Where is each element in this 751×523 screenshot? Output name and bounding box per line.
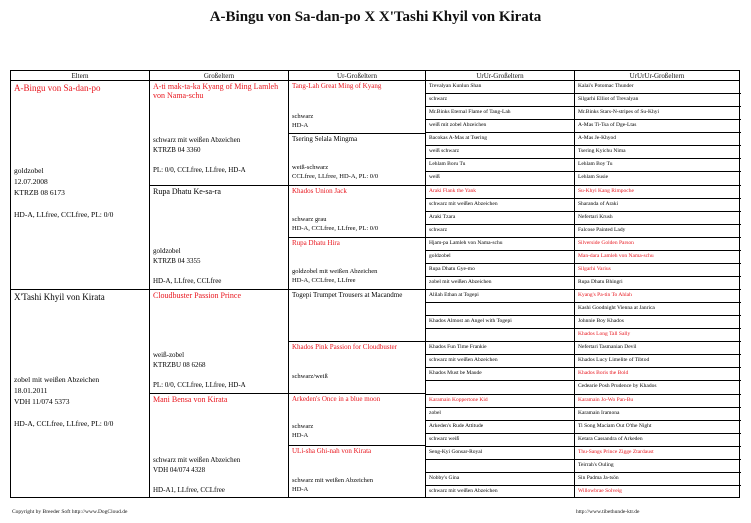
ururur-grosseltern-text: Kalai's Potomac Thunder (578, 83, 634, 89)
ururur-grosseltern-text: Falcose Painted Lady (578, 226, 626, 233)
ururur-grosseltern-text: Khados Long Tall Sally (578, 331, 631, 338)
great-grandparent-name: Tang-Lah Great Ming of Kyang (292, 82, 382, 90)
grandparent-name: Rupa Dhatu Ke-sa-ra (153, 187, 221, 196)
ururur-grosseltern-text: Silverside Golden Parson (578, 239, 634, 246)
grandparent-cell (150, 186, 288, 290)
great-grandparent-cell (289, 342, 425, 394)
parent-info (14, 407, 147, 418)
urur-grosseltern-cell (426, 447, 574, 460)
great-grandparent-info: goldzobel mit weißen Abzeichen (292, 268, 378, 275)
grandparent-info: weiß-zobel (153, 351, 185, 359)
grandparent-info: goldzobel (153, 247, 181, 255)
ururur-grosseltern-cell (575, 212, 741, 225)
urur-grosseltern-text: weiß mit zobel Abzeichen (429, 122, 487, 129)
ururur-grosseltern-cell (575, 277, 741, 290)
ururur-grosseltern-cell (575, 172, 741, 185)
urur-grosseltern-cell (426, 172, 574, 185)
footer-website: http://www.tibethunde-ktr.de (576, 509, 640, 515)
urur-grosseltern-cell (426, 251, 574, 264)
urur-grosseltern-cell (426, 368, 574, 381)
ururur-grosseltern-cell (575, 316, 741, 329)
ururur-grosseltern-cell (575, 146, 741, 159)
urur-grosseltern-text: zobel mit weißen Abzeichen (429, 278, 492, 285)
urur-grosseltern-text: Arkeden's Rude Attitude (429, 422, 484, 429)
column-urur-grosseltern (426, 81, 575, 497)
great-grandparent-name: Arkeden's Once in a blue moon (292, 395, 381, 403)
great-grandparent-name: Khados Pink Passion for Cloudbuster (292, 343, 397, 351)
ururur-grosseltern-text: Nefertari Tasmanian Devil (578, 344, 637, 351)
urur-grosseltern-text: Bacokas A-Mas at Tsering (429, 135, 488, 142)
ururur-grosseltern-cell (575, 264, 741, 277)
ururur-grosseltern-cell (575, 342, 741, 355)
ururur-grosseltern-text: Kyang's Pa-tin To Ahlah (578, 292, 632, 298)
ururur-grosseltern-cell (575, 133, 741, 146)
ururur-grosseltern-cell (575, 355, 741, 368)
urur-grosseltern-cell (426, 408, 574, 421)
page-title: A-Bingu von Sa-dan-po X X'Tashi Khyil von Kirata (209, 9, 542, 25)
urur-grosseltern-cell (426, 421, 574, 434)
urur-grosseltern-cell (426, 225, 574, 238)
ururur-grosseltern-cell (575, 303, 741, 316)
urur-grosseltern-cell (426, 316, 574, 329)
grandparent-info (153, 475, 286, 485)
ururur-grosseltern-text: Sin Padma Ja-tsön (578, 474, 619, 481)
great-grandparent-name: Rupa Dhatu Hira (292, 239, 340, 247)
parent-info: HD-A, CCLfree, LLfree, PL: 0/0 (14, 419, 114, 428)
ururur-grosseltern-text: Mr.Binks Stars-N-stripes of Su-Khyi (578, 109, 659, 116)
urur-grosseltern-cell (426, 486, 574, 499)
grandparent-info: VDH 04/074 4328 (153, 466, 206, 474)
ururur-grosseltern-cell (575, 460, 741, 473)
header-ururur-grosseltern: UrUrUr-Großeltern (575, 71, 739, 81)
parent-info: VDH 11/074 5373 (14, 397, 70, 406)
great-grandparent-info: schwarz grau (292, 216, 327, 223)
ururur-grosseltern-cell (575, 290, 741, 303)
grandparent-info: HD-A, LLfree, CCLfree (153, 277, 222, 285)
ururur-grosseltern-text: Khados Boris the Bold (578, 370, 629, 377)
ururur-grosseltern-cell (575, 186, 741, 199)
urur-grosseltern-cell (426, 133, 574, 146)
urur-grosseltern-cell (426, 460, 574, 473)
great-grandparent-info: HD-A (292, 122, 309, 129)
urur-grosseltern-text: goldzobel (429, 252, 451, 259)
ururur-grosseltern-cell (575, 107, 741, 120)
urur-grosseltern-cell (426, 238, 574, 251)
ururur-grosseltern-text: Lehlam Boy Tu (578, 161, 613, 168)
grandparent-info: schwarz mit weißen Abzeichen (153, 136, 241, 144)
ururur-grosseltern-cell (575, 199, 741, 212)
parent-info: zobel mit weißen Abzeichen (14, 375, 100, 384)
column-eltern (11, 81, 150, 497)
great-grandparent-name: Tsering Selala Mingma (292, 135, 358, 143)
urur-grosseltern-text: weiß schwarz (429, 148, 460, 155)
great-grandparent-cell (289, 290, 425, 342)
pedigree-table (10, 70, 740, 498)
urur-grosseltern-text: Rupa Dhatu Gye-mo (429, 265, 475, 272)
ururur-grosseltern-text: Karamain Iramona (578, 409, 620, 416)
great-grandparent-name: Togepi Trumpet Trousers at Macandme (292, 291, 403, 299)
ururur-grosseltern-cell (575, 94, 741, 107)
great-grandparent-info: schwarz/weiß (292, 373, 328, 380)
urur-grosseltern-text: Trevalyan Kunlun Shan (429, 83, 482, 89)
header-ur-grosseltern: Ur-Großeltern (289, 71, 426, 81)
urur-grosseltern-text: schwarz (429, 226, 448, 233)
urur-grosseltern-cell (426, 159, 574, 172)
ururur-grosseltern-text: A-Mas Je-Khyod (578, 135, 617, 142)
urur-grosseltern-cell (426, 381, 574, 394)
urur-grosseltern-text: Araki Tzara (429, 213, 456, 220)
great-grandparent-cell (289, 134, 425, 186)
great-grandparent-info: CCLfree, LLfree, HD-A, PL: 0/0 (292, 173, 379, 180)
urur-grosseltern-cell (426, 434, 574, 447)
grandparent-info: schwarz mit weißen Abzeichen (153, 456, 241, 464)
grandparent-name: Mani Bensa von Kirata (153, 395, 228, 404)
urur-grosseltern-cell (426, 264, 574, 277)
urur-grosseltern-cell (426, 329, 574, 342)
urur-grosseltern-text: weiß (429, 174, 440, 181)
urur-grosseltern-cell (426, 212, 574, 225)
great-grandparent-info: HD-A, CCLfree, LLfree (292, 277, 356, 284)
ururur-grosseltern-cell (575, 329, 741, 342)
urur-grosseltern-cell (426, 290, 574, 303)
ururur-grosseltern-text: Teirrah's Ouling (578, 461, 614, 468)
great-grandparent-name: Khados Union Jack (292, 187, 347, 195)
footer-copyright: Copyright by Breeder Soft http://www.DogCloud.de (12, 509, 128, 515)
urur-grosseltern-cell (426, 94, 574, 107)
ururur-grosseltern-cell (575, 120, 741, 133)
urur-grosseltern-text: schwarz mit weißen Abzeichen (429, 200, 498, 207)
urur-grosseltern-cell (426, 186, 574, 199)
ururur-grosseltern-text: Silgarhi Elliot of Trevalyan (578, 96, 639, 103)
ururur-grosseltern-text: Cedearie Posh Prudence by Khados (578, 383, 657, 390)
urur-grosseltern-text: Seng-Kyi Gonsar-Royal (429, 448, 483, 455)
ururur-grosseltern-text: Johnnie Boy Khados (578, 318, 624, 325)
grandparent-info: KTRZB 04 3355 (153, 257, 201, 265)
urur-grosseltern-text: Hjam-pa Lamleh von Nama-schu (429, 239, 503, 246)
ururur-grosseltern-cell (575, 434, 741, 447)
urur-grosseltern-cell (426, 303, 574, 316)
column-grosseltern (150, 81, 289, 497)
great-grandparent-info: HD-A (292, 432, 309, 439)
urur-grosseltern-text: zobel (429, 409, 441, 416)
ururur-grosseltern-cell (575, 81, 741, 94)
ururur-grosseltern-cell (575, 473, 741, 486)
ururur-grosseltern-cell (575, 486, 741, 499)
great-grandparent-cell (289, 238, 425, 290)
ururur-grosseltern-text: Silgarhi Varius (578, 265, 611, 272)
urur-grosseltern-cell (426, 81, 574, 94)
grandparent-info: HD-A1, LLfree, CCLfree (153, 486, 225, 494)
urur-grosseltern-cell (426, 199, 574, 212)
urur-grosseltern-text: schwarz mit weißen Abzeichen (429, 357, 498, 364)
urur-grosseltern-text: Lehlam Boru Tu (429, 161, 466, 168)
ururur-grosseltern-cell (575, 368, 741, 381)
parent-info: goldzobel (14, 166, 44, 175)
ururur-grosseltern-cell (575, 421, 741, 434)
parent-name: A-Bingu von Sa-dan-po (14, 83, 101, 93)
ururur-grosseltern-text: Kashi Goodnight Vienna at Janrica (578, 305, 655, 312)
ururur-grosseltern-text: Karamain Jo-Wo Pan-Bu (578, 396, 634, 403)
urur-grosseltern-cell (426, 120, 574, 133)
ururur-grosseltern-text: Thu-Sangs Prince Zigge Ztardaust (578, 448, 654, 455)
urur-grosseltern-text: Mr.Binks Eternal Flame of Tang-Lah (429, 109, 511, 116)
great-grandparent-cell (289, 81, 425, 134)
parent-cell (11, 81, 149, 290)
great-grandparent-cell (289, 394, 425, 446)
ururur-grosseltern-cell (575, 395, 741, 408)
grandparent-info: PL: 0/0, CCLfree, LLfree, HD-A (153, 381, 246, 389)
ururur-grosseltern-text: Ti Song Maciam Out O'the Night (578, 422, 652, 429)
ururur-grosseltern-text: Willowbrae Solveig (578, 487, 622, 494)
great-grandparent-cell (289, 186, 425, 238)
column-ur-grosseltern (289, 81, 426, 497)
grandparent-cell (150, 81, 288, 186)
great-grandparent-info: schwarz (292, 113, 314, 120)
parent-info: 12.07.2008 (14, 177, 48, 186)
ururur-grosseltern-text: Ketara Cassandra of Arkeden (578, 435, 643, 442)
great-grandparent-name: ULi-sha Ghi-nah von Kirata (292, 447, 372, 455)
ururur-grosseltern-text: Nefertari Krush (578, 213, 613, 220)
urur-grosseltern-text: Khados Fun Time Frankie (429, 344, 487, 351)
urur-grosseltern-cell (426, 355, 574, 368)
parent-info: KTRZB 08 6173 (14, 188, 65, 197)
header-eltern: Eltern (11, 71, 150, 81)
grandparent-cell (150, 394, 288, 499)
ururur-grosseltern-cell (575, 381, 741, 394)
urur-grosseltern-cell (426, 277, 574, 290)
urur-grosseltern-text: schwarz (429, 96, 448, 103)
header-urur-grosseltern: UrUr-Großeltern (426, 71, 575, 81)
urur-grosseltern-cell (426, 473, 574, 486)
grandparent-info: KTRZBU 08 6268 (153, 361, 206, 369)
grandparent-info: PL: 0/0, CCLfree, LLfree, HD-A (153, 166, 246, 174)
urur-grosseltern-text: Araki Flank the Yank (429, 187, 477, 194)
ururur-grosseltern-text: Sharanda of Araki (578, 200, 619, 207)
great-grandparent-info: HD-A (292, 486, 309, 493)
ururur-grosseltern-text: Rupa Dhatu Bhingri (578, 278, 623, 285)
ururur-grosseltern-text: Tsering Kyichu Nima (578, 148, 626, 155)
ururur-grosseltern-text: Su-Khyi Kang Rimpoche (578, 187, 634, 194)
parent-name: X'Tashi Khyil von Kirata (14, 292, 105, 302)
ururur-grosseltern-cell (575, 225, 741, 238)
parent-info: 18.01.2011 (14, 386, 48, 395)
urur-grosseltern-text: schwarz weiß (429, 435, 460, 442)
grandparent-name: A-ti mak-ta-ka Kyang of Ming Lamleh von Nama-schu (153, 82, 279, 100)
grandparent-name: Cloudbuster Passion Prince (153, 291, 241, 300)
great-grandparent-info: HD-A, CCLfree, LLfree, PL: 0/0 (292, 225, 379, 232)
urur-grosseltern-text: schwarz mit weißen Abzeichen (429, 487, 498, 494)
urur-grosseltern-text: Nobby's Gina (429, 474, 460, 481)
ururur-grosseltern-text: A-Mas Ti-Tsa of Dge-Ltas (578, 122, 637, 129)
parent-info: HD-A, LLfree, CCLfree, PL: 0/0 (14, 210, 114, 219)
grandparent-info: KTRZB 04 3360 (153, 146, 201, 154)
urur-grosseltern-cell (426, 107, 574, 120)
urur-grosseltern-text: Khados Almost an Angel with Togepi (429, 318, 512, 325)
ururur-grosseltern-text: Man-dara Lamleh von Nama-schu (578, 252, 654, 259)
grandparent-info (153, 155, 286, 165)
grandparent-cell (150, 290, 288, 394)
column-ururur-grosseltern (575, 81, 741, 497)
urur-grosseltern-cell (426, 395, 574, 408)
grandparent-info (153, 266, 286, 276)
ururur-grosseltern-text: Lehlam Susie (578, 174, 609, 181)
great-grandparent-cell (289, 446, 425, 499)
great-grandparent-info: schwarz mit weißen Abzeichen (292, 477, 374, 484)
ururur-grosseltern-cell (575, 447, 741, 460)
urur-grosseltern-text: Karamain Koppertone Kid (429, 396, 488, 403)
great-grandparent-info: schwarz (292, 423, 314, 430)
great-grandparent-info: weiß-schwarz (292, 164, 329, 171)
urur-grosseltern-cell (426, 342, 574, 355)
ururur-grosseltern-cell (575, 159, 741, 172)
header-grosseltern: Großeltern (150, 71, 289, 81)
parent-cell (11, 290, 149, 499)
urur-grosseltern-cell (426, 146, 574, 159)
ururur-grosseltern-cell (575, 238, 741, 251)
ururur-grosseltern-text: Khados Lucy Limelite of Tibtod (578, 357, 650, 364)
parent-info (14, 198, 147, 209)
grandparent-info (153, 370, 286, 380)
urur-grosseltern-text: Alilah Ethan at Togepi (429, 292, 479, 298)
ururur-grosseltern-cell (575, 408, 741, 421)
urur-grosseltern-text: Khados Must be Maude (429, 370, 482, 377)
ururur-grosseltern-cell (575, 251, 741, 264)
